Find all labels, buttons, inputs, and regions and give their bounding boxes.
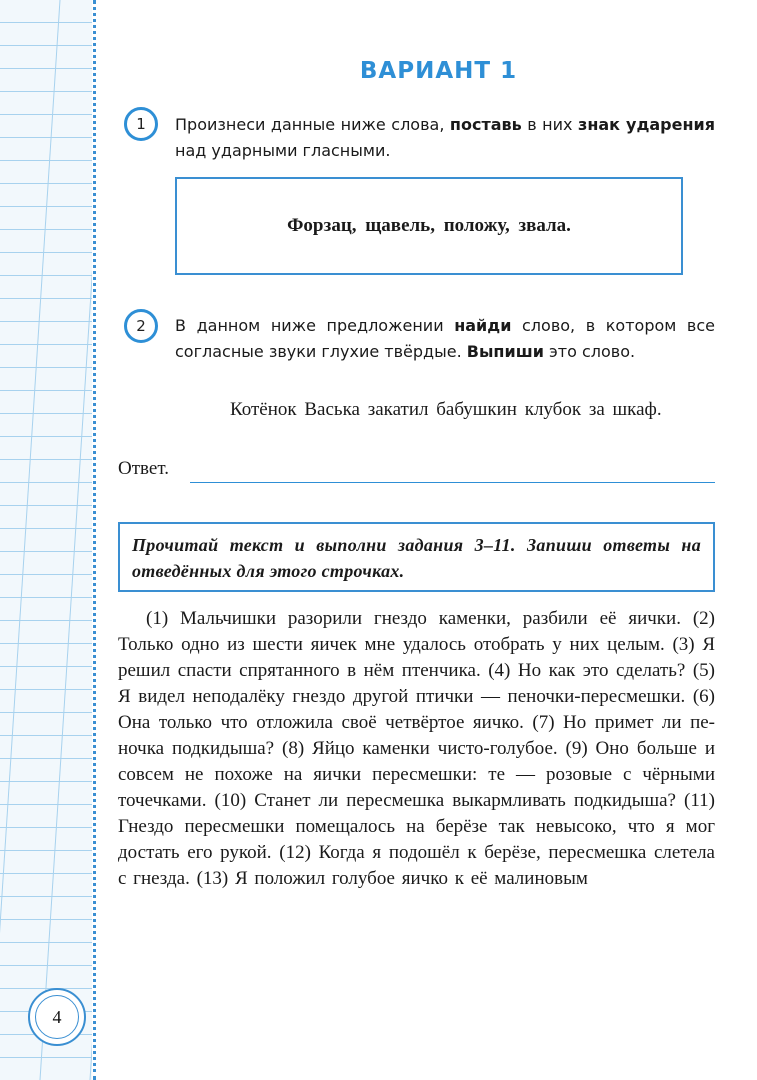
answer-line[interactable] [190, 482, 715, 483]
task-2-sentence: Котёнок Васька закатил бабушкин клубок за шкаф. [230, 399, 662, 420]
slant-lines [0, 0, 92, 1080]
answer-row [118, 458, 715, 488]
task-2-bold-find: найди [454, 316, 512, 335]
task-1-text [175, 112, 715, 164]
task-1-bold-put: поставь [449, 115, 522, 134]
instruction-box [118, 522, 715, 592]
page-number: 4 [35, 995, 79, 1039]
task-2-text-part: это слово. [543, 342, 636, 361]
task-2-bold-write-out: Выпиши [466, 342, 544, 361]
page-title: ВАРИАНТ 1 [359, 58, 518, 84]
task-number-1: 1 [124, 107, 158, 141]
page-number-badge [28, 988, 86, 1046]
task-1-words-box [175, 177, 683, 275]
ruled-margin [0, 0, 92, 1080]
answer-label: Ответ. [118, 458, 169, 479]
task-number-2: 2 [124, 309, 158, 343]
task-1-bold-stress-mark: знак ударения [578, 115, 715, 134]
margin-dotted-line [93, 0, 96, 1080]
instruction-text: Прочитай текст и выполни задания 3–11. Запиши ответы на отведённых для этого строчках. [132, 535, 701, 581]
task-2-text-part: В данном ниже предложении [175, 316, 455, 335]
task-1-text-part: Произнеси данные ниже слова, [175, 115, 450, 134]
task-1-text-part: в них [521, 115, 579, 134]
task-2-text-part: слово, в котором все согласные звуки глухие твёрдые. [175, 316, 715, 361]
task-1-words: Форзац, щавель, положу, звала. [287, 215, 571, 236]
reading-passage: (1) Мальчишки разорили гнездо каменки, разбили её яички. (2) Только одно из шести яичек мне удалось отобрать у них целым. (3) Я решил спасти спрятанного в нём птенчика. (4) Но как это сделать? (5) Я видел неподалёку гнездо другой птички — пеночки-пересмешки. (6) Она только что отложила своё четвёртое яичко. (7) Но примет ли пеночка подкидыша? (8) Яйцо каменки чисто-голубое. (9) Оно больше и совсем не похоже на яички пересмешки: те — розовые с чёрными точечками. (10) Станет ли пересмешка выкармливать подкидыша? (11) Гнездо пересмешки помещалось на берёзе так невысоко, что я мог достать его рукой. (12) Когда я подошёл к берёзе, пересмешка слетела с гнезда. (13) Я положил голубое яичко к её малиновым [118, 608, 715, 889]
task-2-text [175, 313, 715, 365]
task-1-text-part: над ударными гласными. [175, 141, 391, 160]
